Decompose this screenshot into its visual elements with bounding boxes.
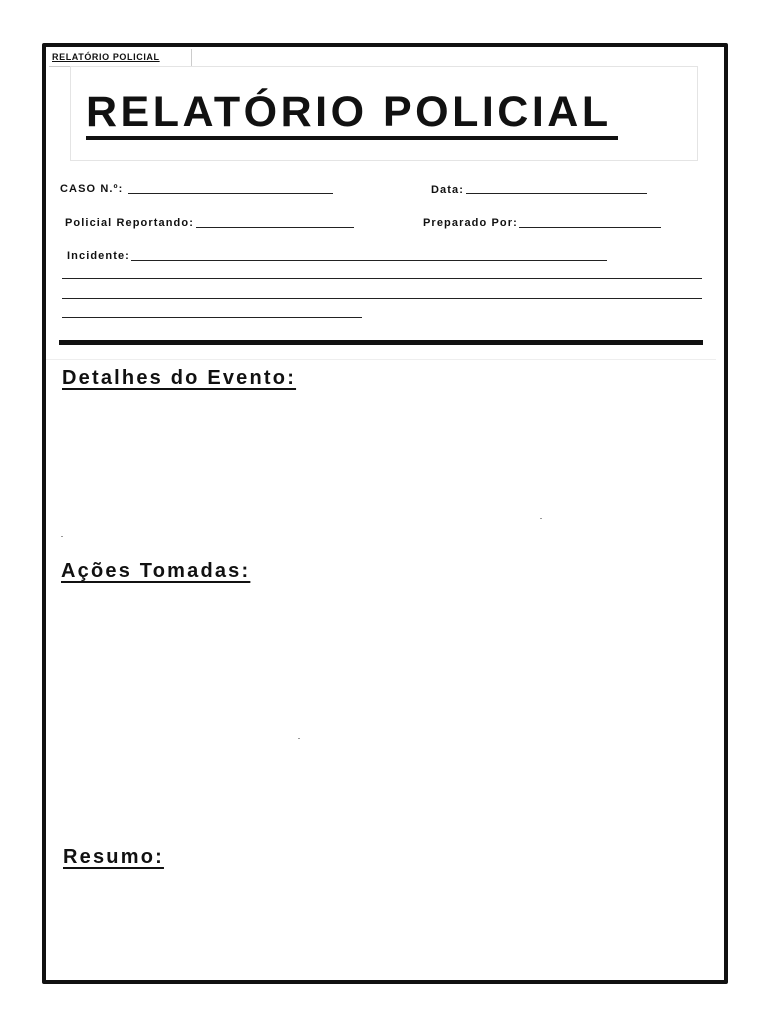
incidente-line-4[interactable]	[62, 317, 362, 318]
header-tab	[49, 49, 192, 67]
incidente-field[interactable]	[131, 260, 607, 261]
title-underline	[86, 136, 618, 140]
section-resumo-heading: Resumo:	[63, 846, 164, 868]
report-frame	[42, 43, 728, 984]
tab-label: RELATÓRIO POLICIAL	[52, 52, 160, 62]
incidente-line-2[interactable]	[62, 278, 702, 279]
caso-label: CASO N.º:	[60, 183, 124, 195]
section-divider	[59, 340, 703, 345]
preparado-label: Preparado Por:	[423, 217, 518, 229]
data-label: Data:	[431, 184, 465, 196]
incidente-label: Incidente:	[67, 250, 130, 262]
page-title: RELATÓRIO POLICIAL	[86, 88, 612, 136]
scan-speck	[61, 536, 63, 537]
scan-speck	[298, 738, 300, 739]
policial-field[interactable]	[196, 227, 354, 228]
scan-speck	[540, 518, 542, 519]
policial-label: Policial Reportando:	[65, 217, 194, 229]
thin-divider	[46, 359, 716, 360]
caso-field[interactable]	[128, 193, 333, 194]
incidente-line-3[interactable]	[62, 298, 702, 299]
preparado-field[interactable]	[519, 227, 661, 228]
data-field[interactable]	[466, 193, 647, 194]
section-acoes-heading: Ações Tomadas:	[61, 560, 251, 582]
section-detalhes-heading: Detalhes do Evento:	[62, 367, 297, 389]
